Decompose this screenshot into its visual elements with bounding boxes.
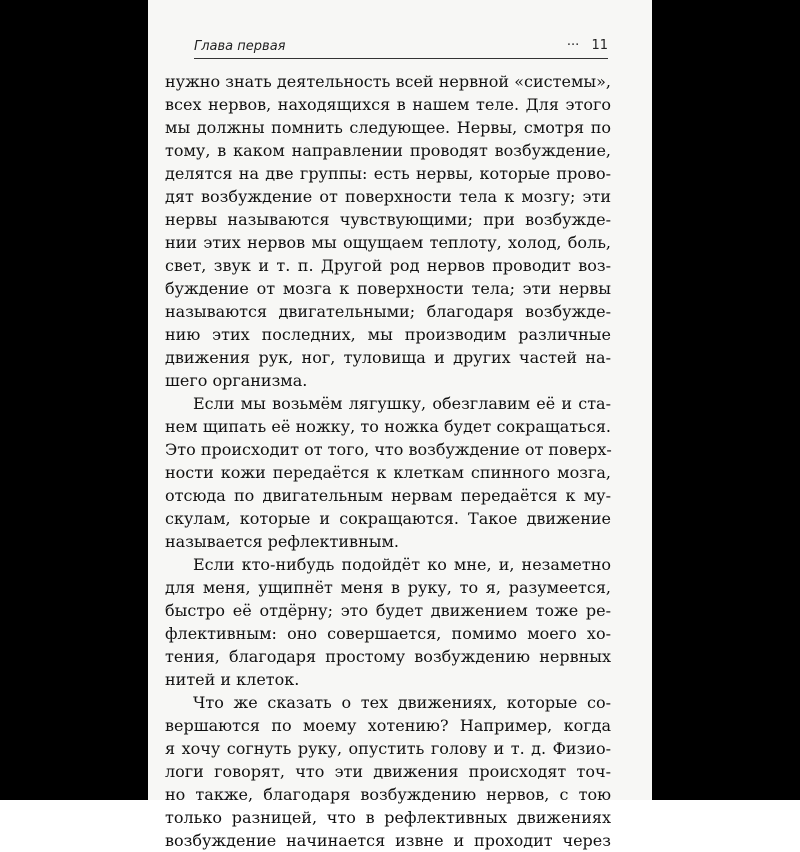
left-dark-margin	[0, 0, 148, 800]
text-line: называется рефлективным.	[165, 532, 399, 551]
text-line: только разницей, что в рефлективных движениях	[165, 808, 611, 827]
page-number-block	[567, 38, 608, 53]
text-line: нии этих нервов мы ощущаем теплоту, холод, боль,	[165, 233, 611, 252]
body-text	[165, 70, 611, 852]
running-title: Глава первая	[194, 39, 286, 54]
text-line: логи говорят, что эти движения происходят точ-	[165, 762, 611, 781]
text-line: нервы называются чувствующими; при возбужде-	[165, 210, 611, 229]
text-line: возбуждение начинается извне и проходит через	[165, 831, 611, 850]
text-line: называются двигательными; благодаря возбужде-	[165, 302, 611, 321]
text-line: движения рук, ног, туловища и других частей на-	[165, 348, 611, 367]
text-line: ности кожи передаётся к клеткам спинного мозга,	[165, 463, 611, 482]
text-line: нужно знать деятельность всей нервной «системы»,	[165, 72, 611, 91]
paragraph-2	[165, 392, 611, 553]
text-line: свет, звук и т. п. Другой род нервов проводит воз-	[165, 256, 611, 275]
text-line: я хочу согнуть руку, опустить голову и т. д. Физио-	[165, 739, 611, 758]
page-number: 11	[591, 38, 608, 53]
right-dark-margin	[652, 0, 800, 800]
text-line: нию этих последних, мы производим различные	[165, 325, 611, 344]
text-line: флективным: оно совершается, помимо моего хо-	[165, 624, 611, 643]
text-line: дят возбуждение от поверхности тела к мозгу; эти	[165, 187, 611, 206]
text-line: но также, благодаря возбуждению нервов, с тою	[165, 785, 611, 804]
book-page	[148, 0, 652, 850]
text-line: мы должны помнить следующее. Нервы, смотря по	[165, 118, 611, 137]
text-line: нитей и клеток.	[165, 670, 300, 689]
text-line: Если мы возьмём лягушку, обезглавим её и ста-	[193, 394, 611, 413]
header-dots: ···	[566, 38, 580, 53]
text-line: Если кто-нибудь подойдёт ко мне, и, незаметно	[193, 555, 611, 574]
text-line: тому, в каком направлении проводят возбуждение,	[165, 141, 611, 160]
text-line: тения, благодаря простому возбуждению нервных	[165, 647, 611, 666]
text-line: быстро её отдёрну; это будет движением тоже ре-	[165, 601, 611, 620]
text-line: буждение от мозга к поверхности тела; эти нервы	[165, 279, 611, 298]
text-line: всех нервов, находящихся в нашем теле. Для этого	[165, 95, 611, 114]
text-line: для меня, ущипнёт меня в руку, то я, разумеется,	[165, 578, 611, 597]
text-line: шего организма.	[165, 371, 308, 390]
paragraph-4	[165, 691, 611, 852]
text-line: делятся на две группы: есть нервы, которые прово-	[165, 164, 611, 183]
text-line: отсюда по двигательным нервам передаётся к му-	[165, 486, 611, 505]
text-line: вершаются по моему хотению? Например, когда	[165, 716, 611, 735]
running-header	[194, 36, 608, 59]
paragraph-1	[165, 70, 611, 392]
paragraph-3	[165, 553, 611, 691]
text-line: Что же сказать о тех движениях, которые со-	[193, 693, 611, 712]
text-line: скулам, которые и сокращаются. Такое движение	[165, 509, 611, 528]
text-line: Это происходит от того, что возбуждение от поверх-	[165, 440, 612, 459]
text-line: нем щипать её ножку, то ножка будет сокращаться.	[165, 417, 611, 436]
